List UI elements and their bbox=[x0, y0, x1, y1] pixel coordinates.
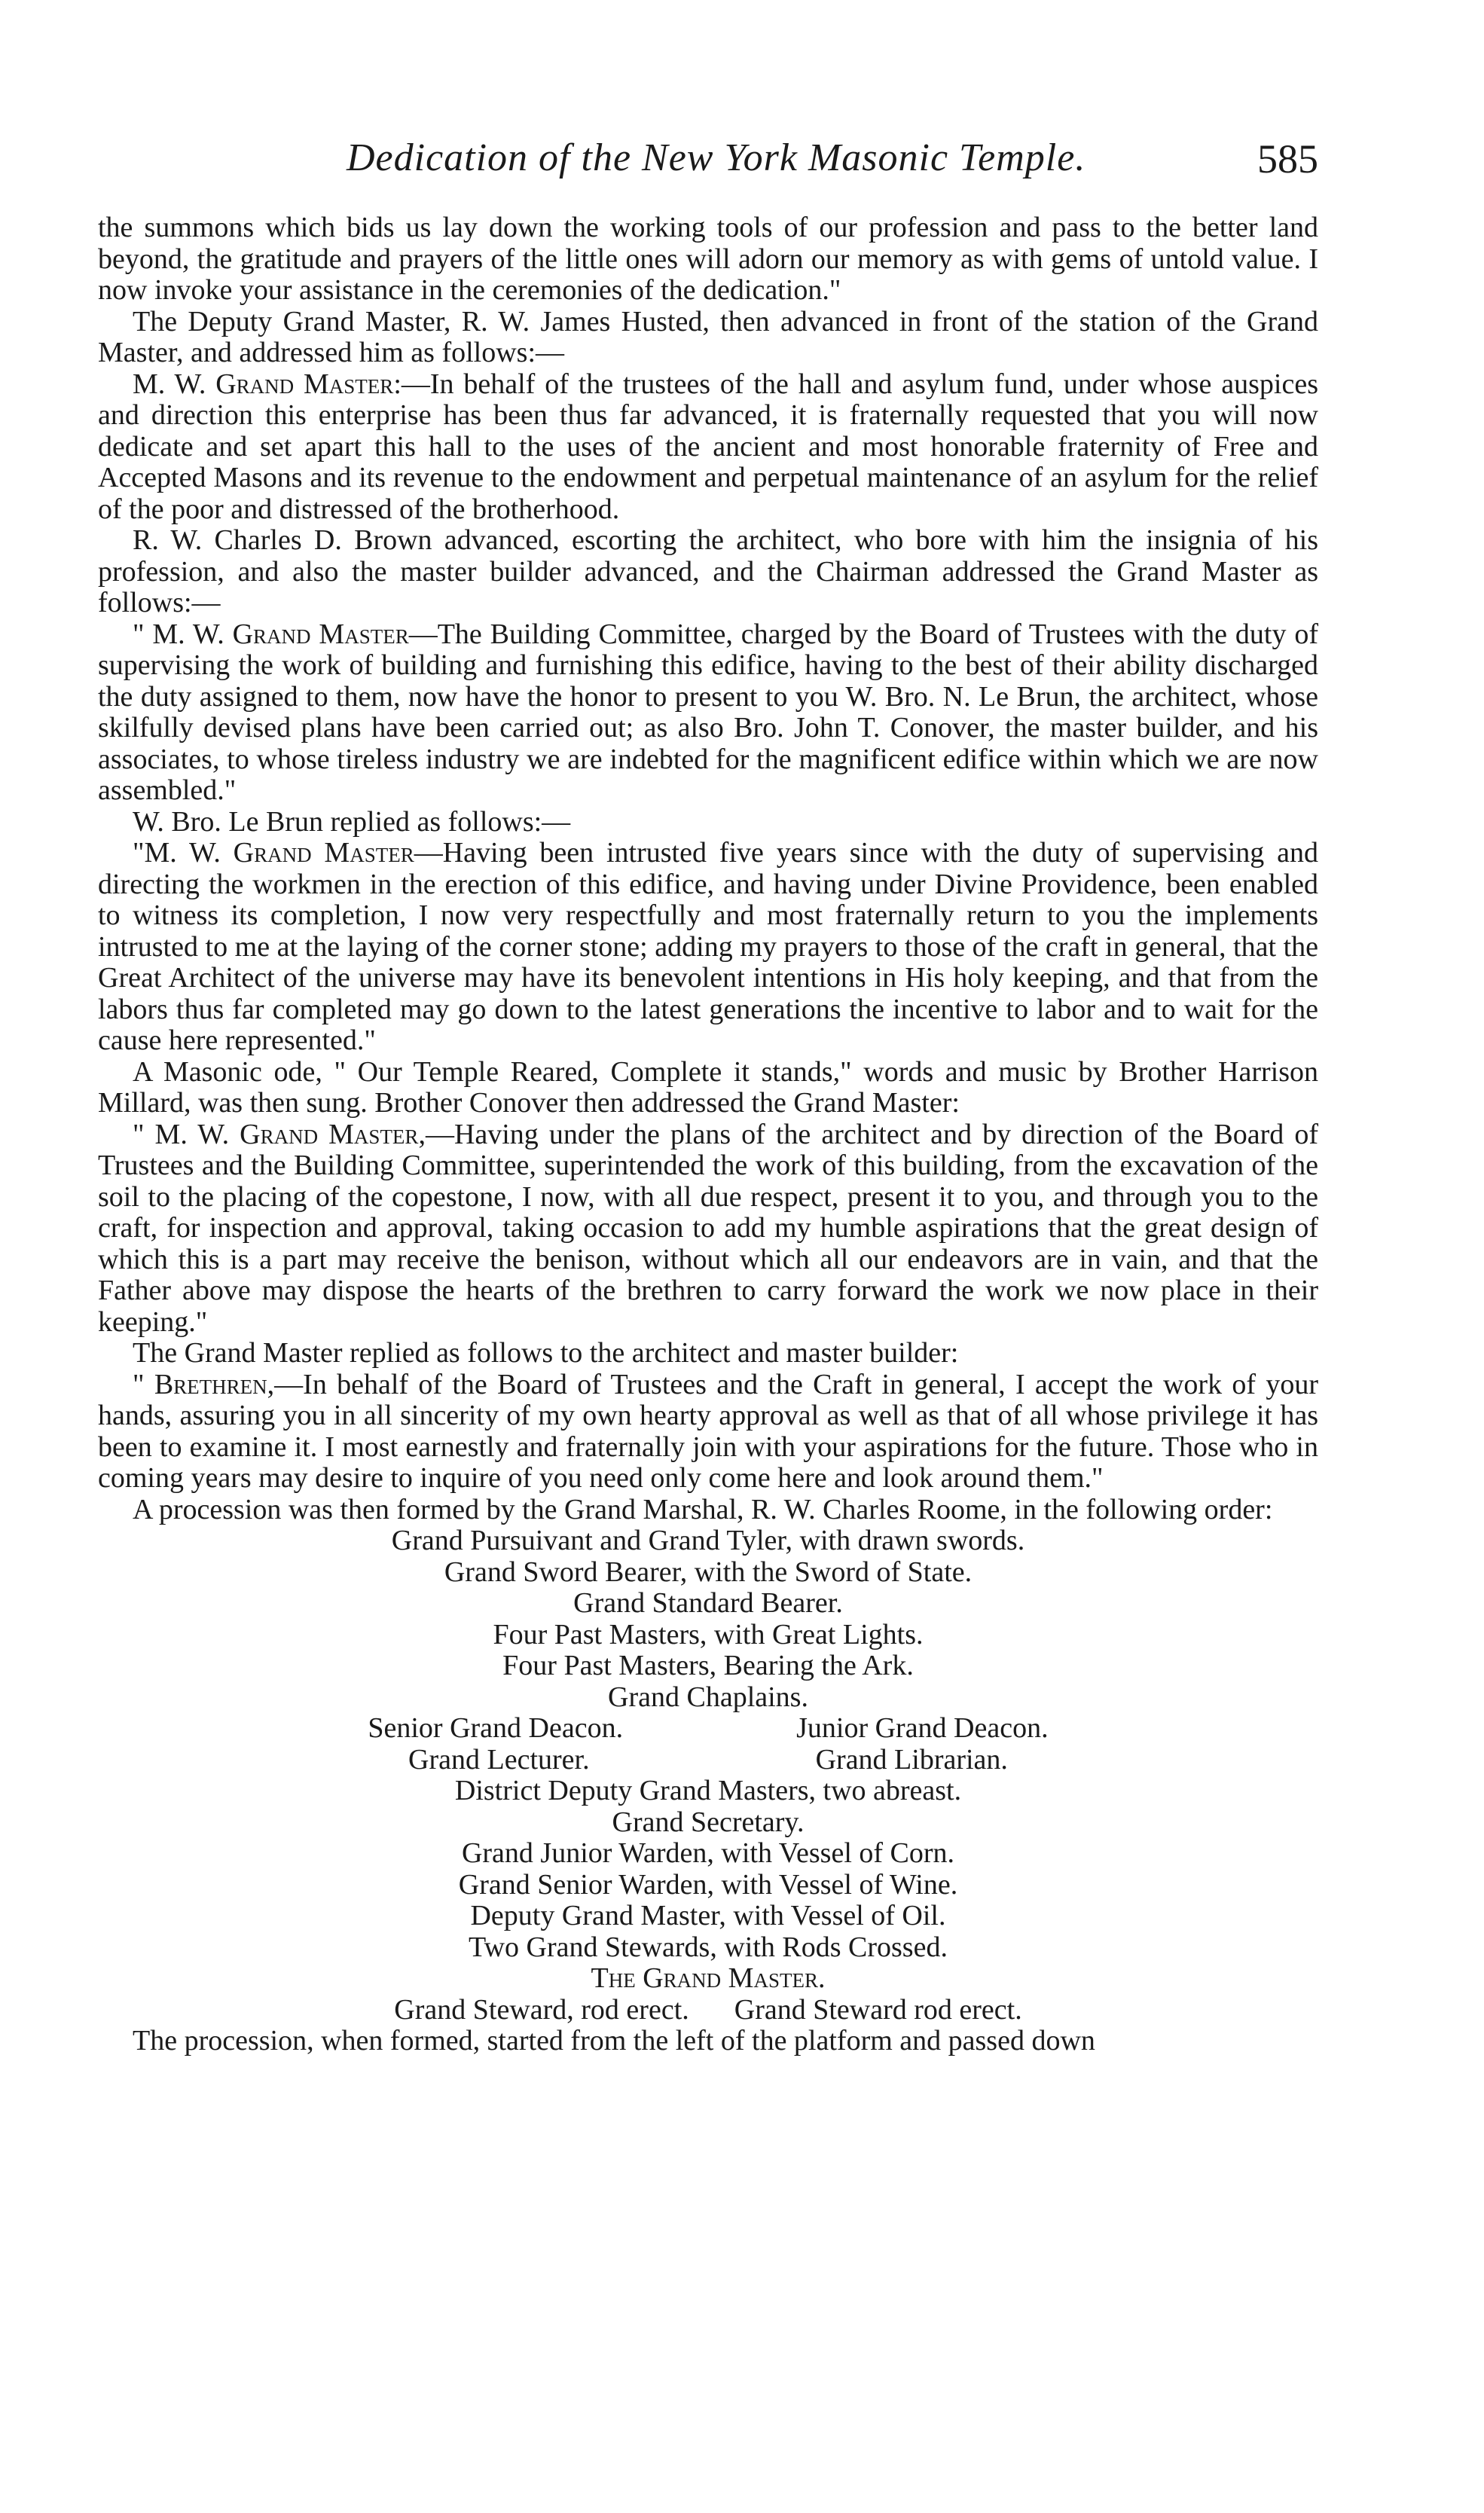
procession-line: Grand Junior Warden, with Vessel of Corn. bbox=[461, 1837, 955, 1869]
procession-line-right: Junior Grand Deacon. bbox=[796, 1712, 1049, 1744]
paragraph-text: The Grand Master replied as follows to the architect and master builder: bbox=[133, 1337, 959, 1369]
paragraph bbox=[98, 1119, 1318, 1339]
paragraph-text: ,—Having under the plans of the architect and by direction of the Board of Trustees and the Building Committee, superintended the work of this building, from the excavation of the soil to the placing of the copestone, I now, with all due respect, present it to you, and through you to the craft, for inspection and approval, taking occasion to add my humble aspirations that the great design of which this is a part may receive the benison, without which all our endeavors are in vain, and that the Father above may dispose the hearts of the brethren to carry forward the work we now place in their keeping." bbox=[98, 1118, 1318, 1338]
paragraph-text: A Masonic ode, " Our Temple Reared, Complete it stands," words and music by Brother Harrison Millard, was then sung. Brother Conover then addressed the Grand Master: bbox=[98, 1055, 1318, 1119]
paragraph bbox=[98, 1369, 1318, 1495]
procession-line: Deputy Grand Master, with Vessel of Oil. bbox=[470, 1900, 946, 1931]
procession-line-left: Grand Lecturer. bbox=[408, 1743, 590, 1776]
procession-line: Four Past Masters, with Great Lights. bbox=[493, 1618, 924, 1650]
paragraph bbox=[98, 369, 1318, 526]
procession-line: Four Past Masters, Bearing the Ark. bbox=[502, 1650, 914, 1681]
procession-line: Grand Secretary. bbox=[612, 1806, 805, 1838]
procession-line: The Grand Master. bbox=[591, 1962, 826, 1994]
paragraph-text: the summons which bids us lay down the working tools of our profession and pass to the better land beyond, the gratitude and prayers of the little ones will adorn our memory as with gems of untold value. I now invoke your assistance in the ceremonies of the dedication." bbox=[98, 212, 1318, 306]
body-text bbox=[98, 212, 1318, 2057]
salutation: Grand Master bbox=[232, 618, 409, 650]
procession-line-pair bbox=[98, 1713, 1318, 1745]
procession-line: Grand Chaplains. bbox=[608, 1681, 808, 1713]
procession-line-pair bbox=[98, 1745, 1318, 1776]
paragraph bbox=[98, 307, 1318, 369]
procession-line: Grand Senior Warden, with Vessel of Wine. bbox=[458, 1868, 958, 1901]
procession-line-left: Grand Steward, rod erect. bbox=[394, 1993, 689, 2026]
running-head bbox=[98, 136, 1318, 196]
procession-line-right: Grand Librarian. bbox=[815, 1743, 1008, 1776]
quote-open: " bbox=[133, 1368, 154, 1400]
paragraph-text: R. W. Charles D. Brown advanced, escorting the architect, who bore with him the insignia of his profession, and also the master builder advanced, and the Chairman addressed the Grand Master as follows:— bbox=[98, 524, 1318, 618]
quote-open: " M. W. bbox=[133, 618, 233, 650]
paragraph-text: —The Building Committee, charged by the Board of Trustees with the duty of supervising the work of building and furnishing this edifice, having to the best of their ability discharged the duty assigned to them, now have the honor to present to you W. Bro. N. Le Brun, the architect, whose skilfully devised plans have been carried out; as also Bro. John T. Conover, the master builder, and his associates, to whose tireless industry we are indebted for the magnificent edifice within which we are now assembled." bbox=[98, 618, 1318, 806]
procession-line: Grand Sword Bearer, with the Sword of State. bbox=[444, 1556, 973, 1588]
paragraph-text: A procession was then formed by the Grand Marshal, R. W. Charles Roome, in the following order: bbox=[133, 1493, 1273, 1525]
quote-open: " M. W. bbox=[133, 1118, 240, 1150]
procession-line: Grand Pursuivant and Grand Tyler, with drawn swords. bbox=[391, 1525, 1025, 1556]
procession-line: Grand Standard Bearer. bbox=[573, 1587, 843, 1619]
paragraph bbox=[98, 807, 1318, 838]
paragraph-text: The procession, when formed, started from the left of the platform and passed down bbox=[133, 2025, 1095, 2057]
paragraph bbox=[98, 2026, 1318, 2057]
procession-line: District Deputy Grand Masters, two abreast. bbox=[454, 1775, 962, 1806]
salutation: Brethren bbox=[154, 1368, 267, 1400]
paragraph bbox=[98, 1057, 1318, 1119]
paragraph bbox=[98, 619, 1318, 807]
quote-open: "M. W. bbox=[133, 837, 234, 869]
page-number: 585 bbox=[1257, 136, 1318, 182]
procession-line-left: Senior Grand Deacon. bbox=[368, 1712, 624, 1744]
paragraph-text: The Deputy Grand Master, R. W. James Husted, then advanced in front of the station of the Grand Master, and addressed him as follows:— bbox=[98, 305, 1318, 368]
salutation: Grand Master bbox=[233, 837, 414, 869]
paragraph bbox=[98, 1495, 1318, 1526]
procession-line-right: Grand Steward rod erect. bbox=[734, 1993, 1022, 2026]
paragraph-text: :—In behalf of the trustees of the hall and asylum fund, under whose auspices and direction this enterprise has been thus far advanced, it is fraternally requested that you will now dedicate and set apart this hall to the uses of the ancient and most honorable fraternity of Free and Accepted Masons and its revenue to the endowment and perpetual maintenance of an asylum for the relief of the poor and distressed of the brotherhood. bbox=[98, 368, 1318, 525]
procession-order-list bbox=[98, 1525, 1318, 2026]
procession-line: Two Grand Stewards, with Rods Crossed. bbox=[469, 1931, 948, 1963]
procession-line-pair bbox=[98, 1995, 1318, 2026]
paragraph-text: ,—In behalf of the Board of Trustees and the Craft in general, I accept the work of your hands, assuring you in all sincerity of my own hearty approval as well as that of all whose privilege it has been to examine it. I most earnestly and fraternally join with your aspirations for the future. Those who in coming years may desire to inquire of you need only come here and look around them." bbox=[98, 1368, 1319, 1494]
salutation: M. W. Grand Master bbox=[133, 368, 394, 400]
paragraph bbox=[98, 1338, 1318, 1369]
running-title: Dedication of the New York Masonic Temple. bbox=[347, 136, 1086, 179]
paragraph bbox=[98, 212, 1318, 307]
paragraph-text: —Having been intrusted five years since with the duty of supervising and directing the workmen in the erection of this edifice, and having under Divine Providence, been enabled to witness its completion, I now very respectfully and most fraternally return to you the implements intrusted to me at the laying of the corner stone; adding my prayers to those of the craft in general, that the Great Architect of the universe may have its benevolent intentions in His holy keeping, and that from the labors thus far completed may go down to the latest generations the incentive to labor and to wait for the cause here represented." bbox=[98, 837, 1319, 1056]
salutation: Grand Master bbox=[240, 1118, 419, 1150]
paragraph bbox=[98, 525, 1318, 619]
paragraph bbox=[98, 838, 1318, 1057]
paragraph-text: W. Bro. Le Brun replied as follows:— bbox=[133, 805, 571, 838]
